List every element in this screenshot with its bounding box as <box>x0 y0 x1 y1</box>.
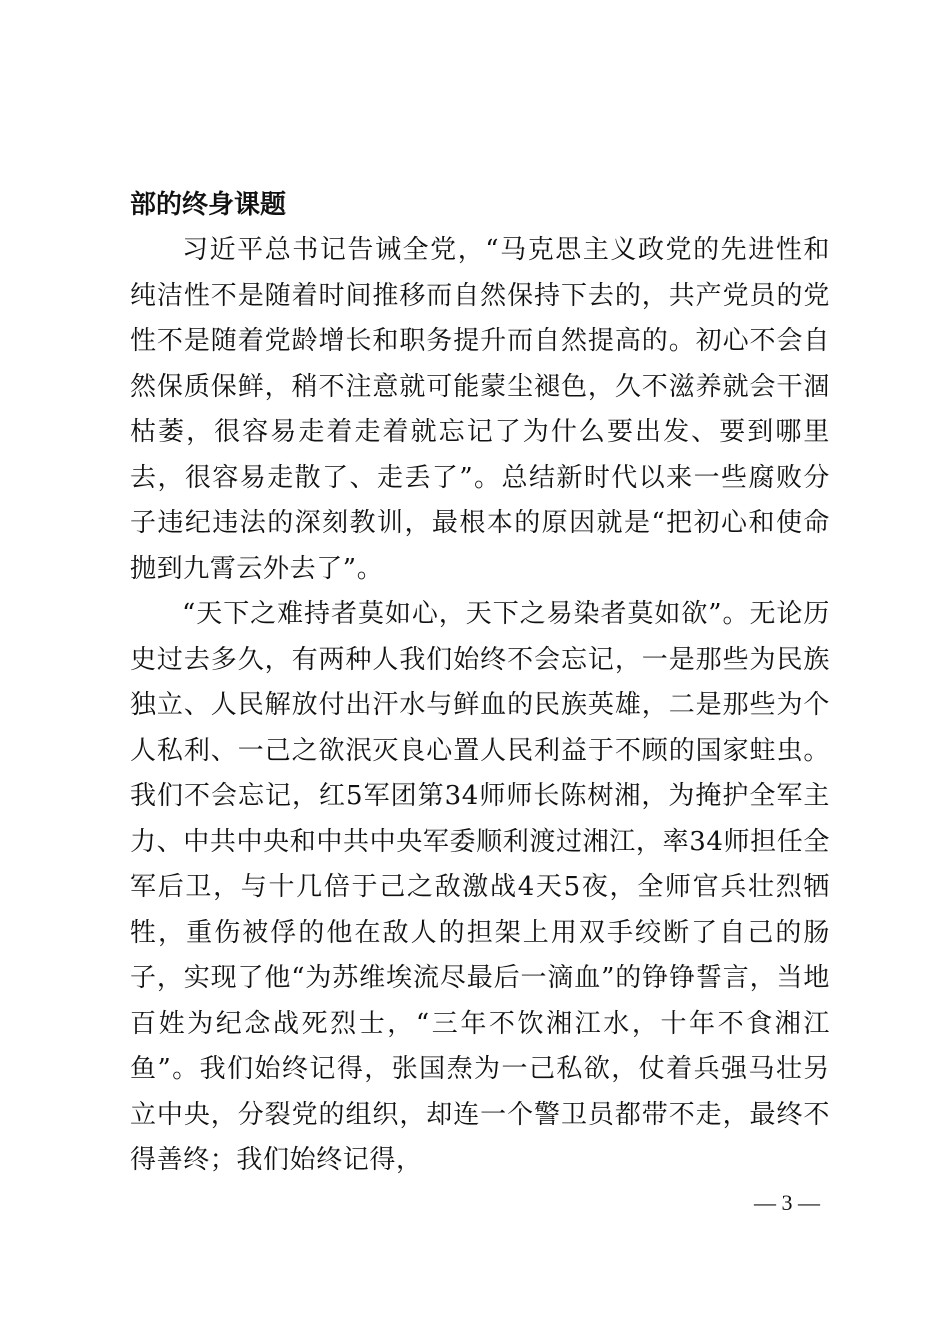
paragraph-2: “天下之难持者莫如心，天下之易染者莫如欲”。无论历史过去多久，有两种人我们始终不会忘记，一是那些为民族独立、人民解放付出汗水与鲜血的民族英雄，二是那些为个人私利、一己之欲泯灭良心置人民利益于不顾的国家蛀虫。我们不会忘记，红5军团第34师师长陈树湘，为掩护全军主力、中共中央和中共中央军委顺利渡过湘江，率34师担任全军后卫，与十几倍于己之敌激战4天5夜，全师官兵壮烈牺牲，重伤被俘的他在敌人的担架上用双手绞断了自己的肠子，实现了他“为苏维埃流尽最后一滴血”的铮铮誓言，当地百姓为纪念战死烈士，“三年不饮湘江水，十年不食湘江鱼”。我们始终记得，张国焘为一己私欲，仗着兵强马壮另立中央，分裂党的组织，却连一个警卫员都带不走，最终不得善终；我们始终记得， <box>130 599 830 1175</box>
page-number: — 3 — <box>754 1190 820 1215</box>
paragraph-1: 习近平总书记告诫全党，“马克思主义政党的先进性和纯洁性不是随着时间推移而自然保持下去的，共产党员的党性不是随着党龄增长和职务提升而自然提高的。初心不会自然保质保鲜，稍不注意就可能蒙尘褪色，久不滋养就会干涸枯萎，很容易走着走着就忘记了为什么要出发、要到哪里去，很容易走散了、走丢了”。总结新时代以来一些腐败分子违纪违法的深刻教训，最根本的原因就是“把初心和使命抛到九霄云外去了”。 <box>130 235 830 584</box>
document-body <box>130 182 830 1184</box>
section-heading: 部的终身课题 <box>130 190 287 220</box>
